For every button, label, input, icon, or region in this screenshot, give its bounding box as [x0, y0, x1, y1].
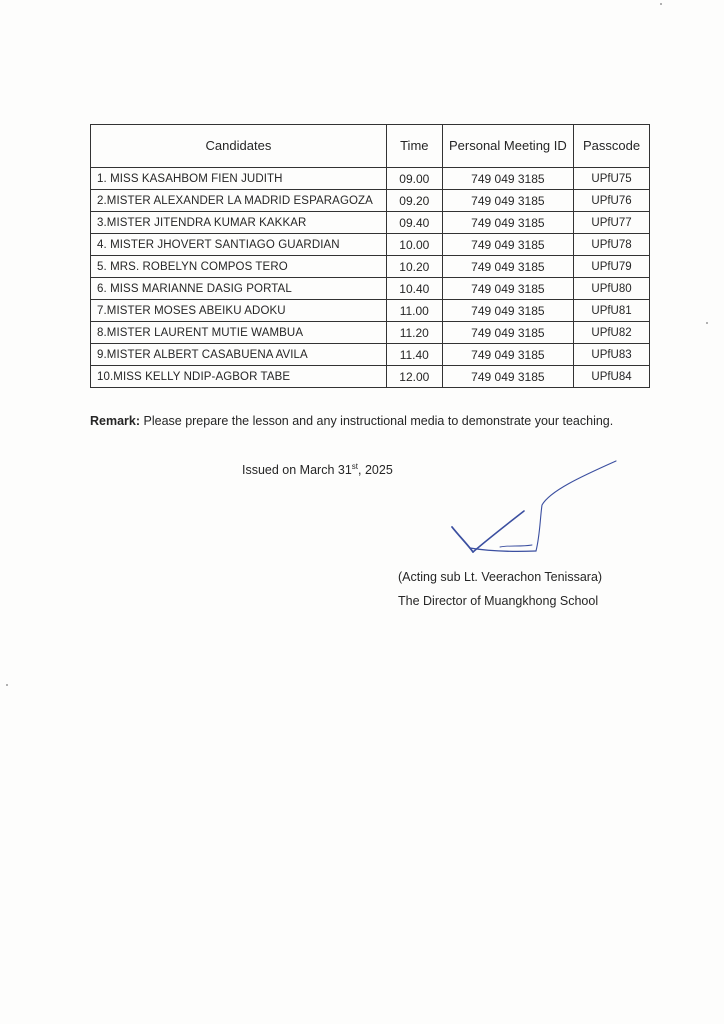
passcode: UPfU78: [574, 234, 650, 256]
table-row: [91, 344, 650, 366]
passcode: UPfU84: [574, 366, 650, 388]
candidate-name: 8.MISTER LAURENT MUTIE WAMBUA: [91, 322, 387, 344]
handwritten-signature: [440, 455, 630, 565]
table-row: [91, 300, 650, 322]
issue-date-prefix: Issued on March 31: [242, 463, 352, 477]
passcode: UPfU81: [574, 300, 650, 322]
candidate-name: 10.MISS KELLY NDIP-AGBOR TABE: [91, 366, 387, 388]
remark-label: Remark:: [90, 414, 141, 428]
candidate-name: 4. MISTER JHOVERT SANTIAGO GUARDIAN: [91, 234, 387, 256]
candidate-name: 7.MISTER MOSES ABEIKU ADOKU: [91, 300, 387, 322]
table-row: [91, 168, 650, 190]
table-header-row: [91, 125, 650, 168]
table-row: [91, 212, 650, 234]
interview-time: 10.20: [386, 256, 442, 278]
candidate-name: 6. MISS MARIANNE DASIG PORTAL: [91, 278, 387, 300]
interview-time: 09.20: [386, 190, 442, 212]
table-row: [91, 278, 650, 300]
meeting-id: 749 049 3185: [442, 256, 573, 278]
passcode: UPfU80: [574, 278, 650, 300]
scan-speck: [706, 322, 708, 324]
table-row: [91, 256, 650, 278]
passcode: UPfU82: [574, 322, 650, 344]
passcode: UPfU83: [574, 344, 650, 366]
meeting-id: 749 049 3185: [442, 322, 573, 344]
scan-speck: [6, 684, 8, 686]
remark-paragraph: [90, 414, 690, 428]
interview-time: 11.00: [386, 300, 442, 322]
interview-time: 10.40: [386, 278, 442, 300]
header-meeting-id: Personal Meeting ID: [442, 125, 573, 168]
interview-time: 10.00: [386, 234, 442, 256]
candidate-name: 5. MRS. ROBELYN COMPOS TERO: [91, 256, 387, 278]
meeting-id: 749 049 3185: [442, 168, 573, 190]
meeting-id: 749 049 3185: [442, 278, 573, 300]
signatory-name: (Acting sub Lt. Veerachon Tenissara): [398, 570, 603, 584]
passcode: UPfU77: [574, 212, 650, 234]
passcode: UPfU76: [574, 190, 650, 212]
header-passcode: Passcode: [574, 125, 650, 168]
candidate-name: 2.MISTER ALEXANDER LA MADRID ESPARAGOZA: [91, 190, 387, 212]
meeting-id: 749 049 3185: [442, 190, 573, 212]
remark-text: Please prepare the lesson and any instructional media to demonstrate your teaching.: [140, 414, 614, 428]
table-row: [91, 234, 650, 256]
candidate-name: 9.MISTER ALBERT CASABUENA AVILA: [91, 344, 387, 366]
interview-schedule-table: [90, 124, 650, 388]
interview-time: 12.00: [386, 366, 442, 388]
interview-time: 09.00: [386, 168, 442, 190]
table-row: [91, 190, 650, 212]
header-candidates: Candidates: [91, 125, 387, 168]
header-time: Time: [386, 125, 442, 168]
passcode: UPfU79: [574, 256, 650, 278]
signatory-title: The Director of Muangkhong School: [398, 594, 599, 608]
issue-date-ordinal: st: [351, 461, 359, 471]
interview-time: 09.40: [386, 212, 442, 234]
meeting-id: 749 049 3185: [442, 300, 573, 322]
candidate-name: 1. MISS KASAHBOM FIEN JUDITH: [91, 168, 387, 190]
issue-date-year: , 2025: [358, 463, 393, 477]
interview-time: 11.40: [386, 344, 442, 366]
table-row: [91, 322, 650, 344]
candidate-name: 3.MISTER JITENDRA KUMAR KAKKAR: [91, 212, 387, 234]
interview-time: 11.20: [386, 322, 442, 344]
scan-speck: [660, 3, 662, 5]
issue-date: [242, 463, 393, 477]
passcode: UPfU75: [574, 168, 650, 190]
meeting-id: 749 049 3185: [442, 344, 573, 366]
meeting-id: 749 049 3185: [442, 212, 573, 234]
table-row: [91, 366, 650, 388]
meeting-id: 749 049 3185: [442, 366, 573, 388]
meeting-id: 749 049 3185: [442, 234, 573, 256]
